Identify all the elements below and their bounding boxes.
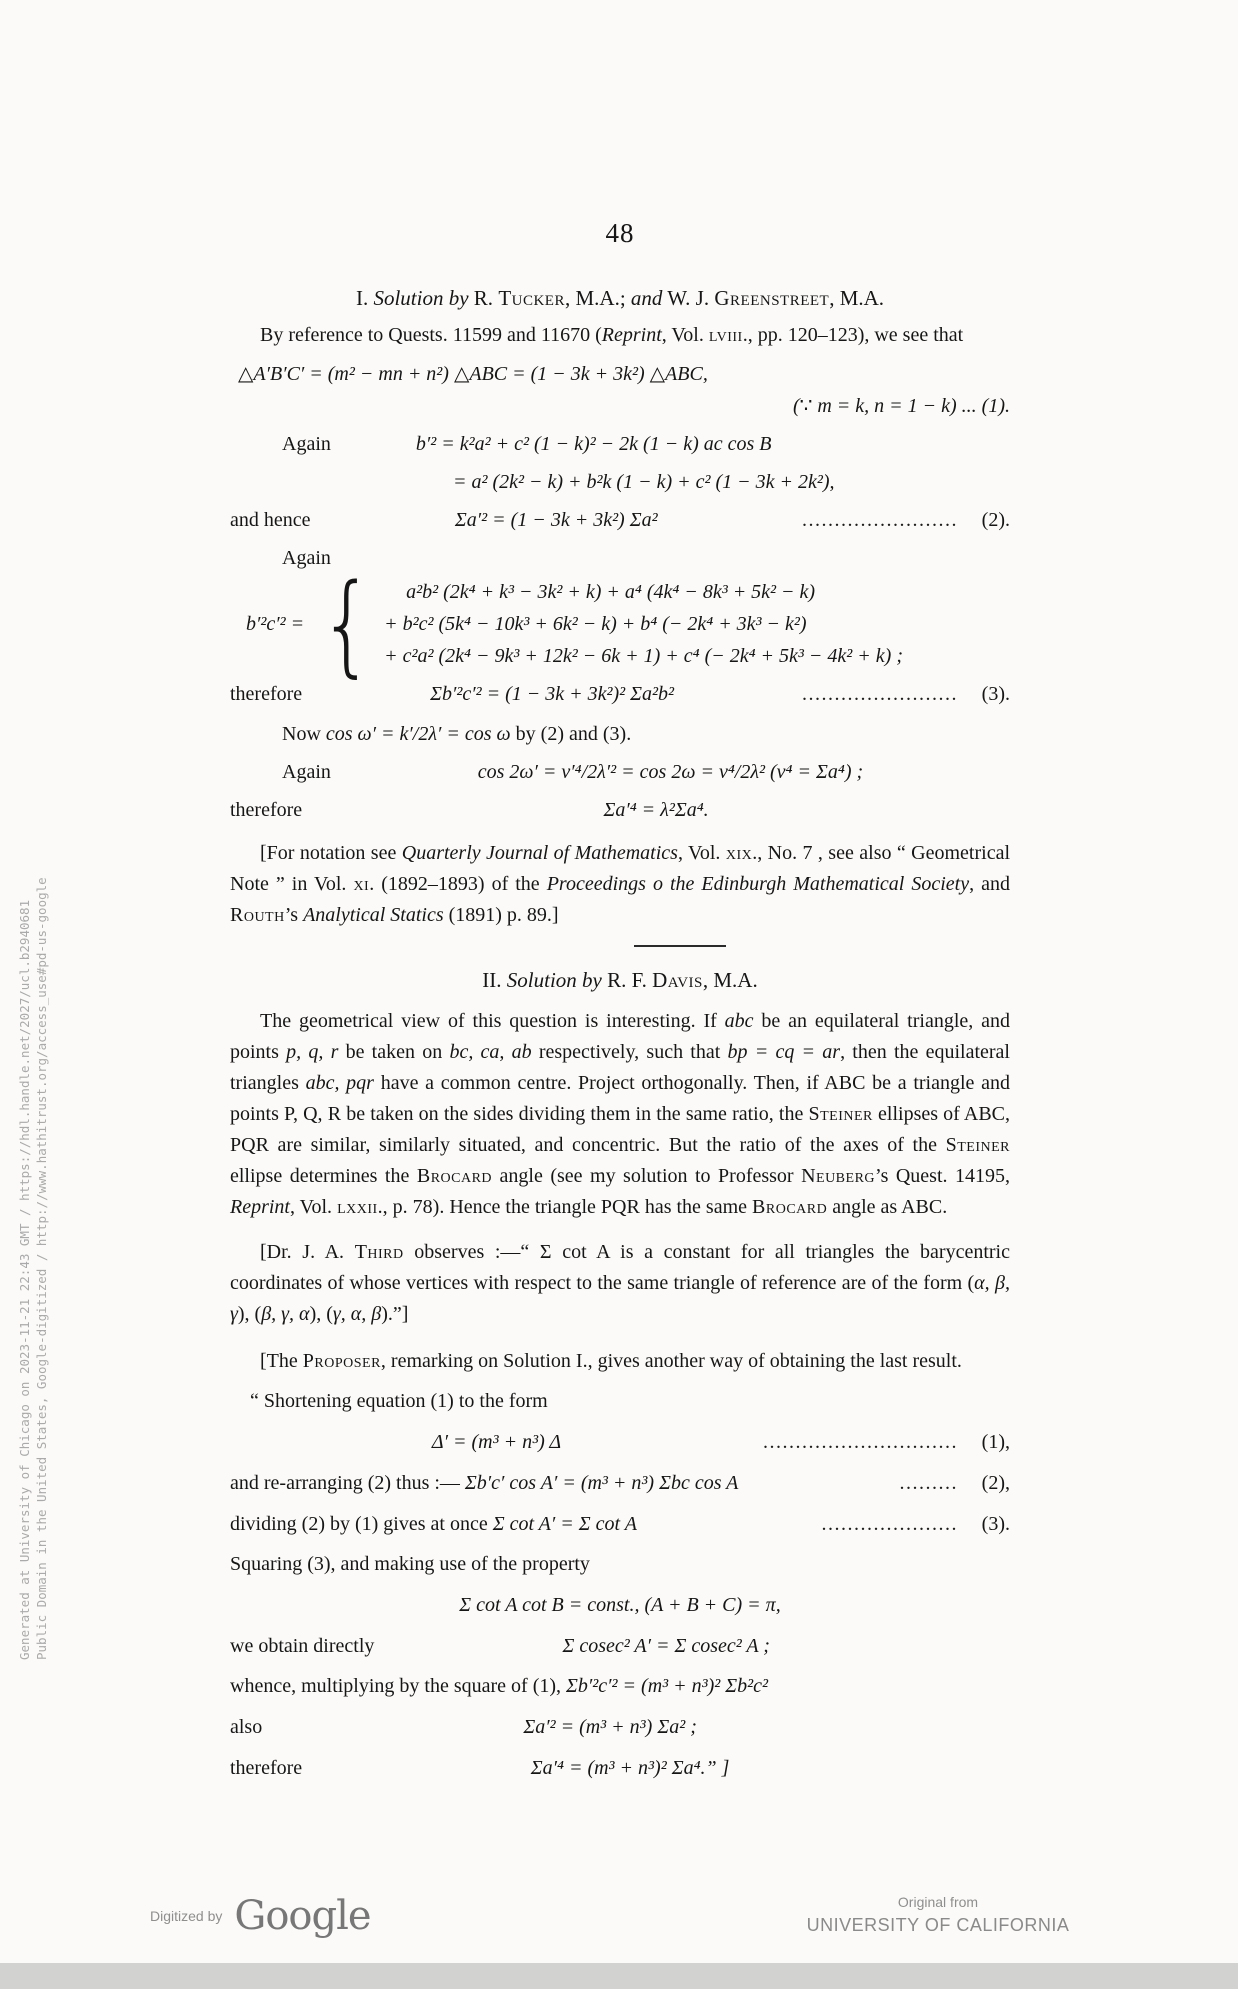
proposer-remark: [The Proposer, remarking on Solution I., gives another way of obtaining the last result. <box>260 1350 962 1372</box>
equation-dividing-text: dividing (2) by (1) gives at once Σ cot A′ = Σ cot A <box>230 1513 637 1535</box>
equation-number-3b: (3). <box>981 1513 1010 1535</box>
equation-row-rearrange <box>230 1468 1010 1499</box>
page-content <box>230 0 1010 1784</box>
equation-triangle-relation: △A′B′C′ = (m² − mn + n²) △ABC = (1 − 3k + 3k²) △ABC, <box>238 363 708 385</box>
equation-number-2b: (2), <box>981 1472 1010 1494</box>
equation-rearrange-text: and re-arranging (2) thus :— Σb′c′ cos A′ = (m³ + n³) Σbc cos A <box>230 1472 739 1494</box>
equation-sum-b2c2: Σb′²c′² = (1 − 3k + 3k²)² Σa²b² <box>430 683 675 705</box>
whence-line: whence, multiplying by the square of (1), Σb′²c′² = (m³ + n³)² Σb²c² <box>230 1675 769 1697</box>
equation-row-hence <box>230 505 1010 536</box>
original-from-watermark <box>778 1892 1098 1938</box>
equation-sum-a2-final: Σa′² = (m³ + n³) Σa² ; <box>523 1716 697 1738</box>
solution-1-notation-note: [For notation see Quarterly Journal of Mathematics, Vol. xix., No. 7 , see also “ Geometrical Note ” in Vol. xi. (1892–1893) of the Proceedings o the Edinburgh Mathematical Society, and Routh’s Analytical Statics (1891) p. 89.] <box>230 842 1011 926</box>
shortening-line: “ Shortening equation (1) to the form <box>250 1390 548 1412</box>
dot-leaders: ......... <box>899 1472 958 1494</box>
equation-number-2: (2). <box>981 509 1010 531</box>
equation-label: we obtain directly <box>230 1635 375 1657</box>
equation-label: and hence <box>230 509 311 531</box>
dot-leaders: .............................. <box>763 1431 958 1453</box>
equation-b2-expanded: = a² (2k² − k) + b²k (1 − k) + c² (1 − 3k + 2k²), <box>453 471 835 493</box>
equation-row-also <box>230 1712 1010 1743</box>
equation-label: therefore <box>230 1757 303 1779</box>
equation-label: also <box>230 1716 263 1738</box>
equation-b-prime-squared: b′² = k²a² + c² (1 − k)² − 2k (1 − k) ac cos B <box>415 433 772 455</box>
equation-label: Again <box>282 547 331 569</box>
equation-sum-a2: Σa′² = (1 − 3k + 3k²) Σa² <box>454 509 658 531</box>
dot-leaders: ..................... <box>821 1513 958 1535</box>
equation-row-again-3 <box>230 757 1010 788</box>
equation-sum-a4: Σa′⁴ = λ²Σa⁴. <box>603 799 709 821</box>
page-number: 48 <box>605 218 635 248</box>
equation-label: therefore <box>230 799 303 821</box>
google-logo: Google <box>234 1893 371 1939</box>
equation-b2c2-lhs: b′²c′² = <box>246 612 305 635</box>
solution-2-paragraph: The geometrical view of this question is interesting. If abc be an equilateral triangle, and points p, q, r be taken on bc, ca, ab respectively, such that bp = cq = ar, then the equilateral triangles abc, pqr have a common centre. Project orthogonally. Then, if ABC be a triangle and points P, Q, R be taken on the sides dividing them in the same ratio, the Steiner ellipses of ABC, PQR are similar, similarly situated, and concentric. But the ratio of the axes of the Steiner ellipse determines the Brocard angle (see my solution to Professor Neuberg’s Quest. 14195, Reprint, Vol. lxxii., p. 78). Hence the triangle PQR has the same Brocard angle as ABC. <box>230 1010 1011 1218</box>
section-divider <box>634 945 726 947</box>
equation-sum-a4-final: Σa′⁴ = (m³ + n³)² Σa⁴.” ] <box>530 1757 730 1779</box>
equation-row-expanded <box>230 467 1010 498</box>
equation-number-1: (1), <box>981 1431 1010 1453</box>
equation-label: Again <box>282 433 331 455</box>
equation-row-dividing <box>230 1509 1010 1540</box>
equation-b2c2-expansion <box>384 576 1010 672</box>
equation-row-again-1 <box>230 429 1010 460</box>
left-brace-glyph: { <box>319 560 376 688</box>
digitized-by-watermark <box>150 1893 371 1939</box>
equation-row-now: Now cos ω′ = k′/2λ′ = cos ω by (2) and (3). <box>282 723 632 745</box>
equation-brace-group <box>230 560 1010 688</box>
digitized-by-label: Digitized by <box>150 1908 223 1924</box>
scan-metadata-line-1: Generated at University of Chicago on 2023-11-21 22:43 GMT / https://hdl.handle.net/2027/ucl.b2940681 <box>17 899 32 1660</box>
equation-cos-2omega: cos 2ω′ = ν′⁴/2λ′² = cos 2ω = ν⁴/2λ² (ν⁴ = Σa⁴) ; <box>477 761 864 783</box>
equation-row-therefore-2 <box>230 795 1010 826</box>
dot-leaders: ........................ <box>802 683 958 705</box>
original-from-label: Original from <box>897 1894 979 1910</box>
scan-metadata-line-2: Public Domain in the United States, Google-digitized / http://www.hathitrust.org/access_use#pd-us-google <box>34 877 49 1660</box>
squaring-line: Squaring (3), and making use of the property <box>230 1553 590 1575</box>
solution-1-heading: I. Solution by R. Tucker, M.A.; and W. J. Greenstreet, M.A. <box>355 286 885 310</box>
equation-row-delta <box>230 1427 1010 1458</box>
equation-triangle-note: (∵ m = k, n = 1 − k) ... (1). <box>792 395 1010 417</box>
equation-row-therefore-final <box>230 1753 1010 1784</box>
solution-1-intro: By reference to Quests. 11599 and 11670 (Reprint, Vol. lviii., pp. 120–123), we see that <box>260 324 964 346</box>
brace-line-3: + c²a² (2k⁴ − 9k³ + 12k² − 6k + 1) + c⁴ (− 2k⁴ + 5k³ − 4k² + k) ; <box>384 645 903 667</box>
bottom-gray-bar <box>0 1963 1238 1989</box>
equation-row-const <box>230 1590 1010 1621</box>
institution-label: UNIVERSITY OF CALIFORNIA <box>806 1915 1070 1935</box>
dr-third-note: [Dr. J. A. Third observes :—“ Σ cot A is a constant for all triangles the barycentric coordinates of whose vertices with respect to the same triangle of reference are of the form (α, β, γ), (β, γ, α), (γ, α, β).”] <box>230 1241 1010 1325</box>
dot-leaders: ........................ <box>802 509 958 531</box>
brace-line-2: + b²c² (5k⁴ − 10k³ + 6k² − k) + b⁴ (− 2k⁴ + 3k³ − k²) <box>384 613 807 635</box>
solution-2-heading: II. Solution by R. F. Davis, M.A. <box>482 968 758 992</box>
equation-cot-const: Σ cot A cot B = const., (A + B + C) = π, <box>459 1594 781 1616</box>
scan-margin-metadata <box>16 788 50 1660</box>
brace-line-1: a²b² (2k⁴ + k³ − 3k² + k) + a⁴ (4k⁴ − 8k³ + 5k² − k) <box>406 581 816 603</box>
equation-label: therefore <box>230 683 303 705</box>
equation-number-3: (3). <box>981 683 1010 705</box>
equation-cosec: Σ cosec² A′ = Σ cosec² A ; <box>562 1635 770 1657</box>
equation-label: Again <box>282 761 331 783</box>
equation-delta-prime: Δ′ = (m³ + n³) Δ <box>431 1431 562 1453</box>
equation-row-obtain <box>230 1631 1010 1662</box>
